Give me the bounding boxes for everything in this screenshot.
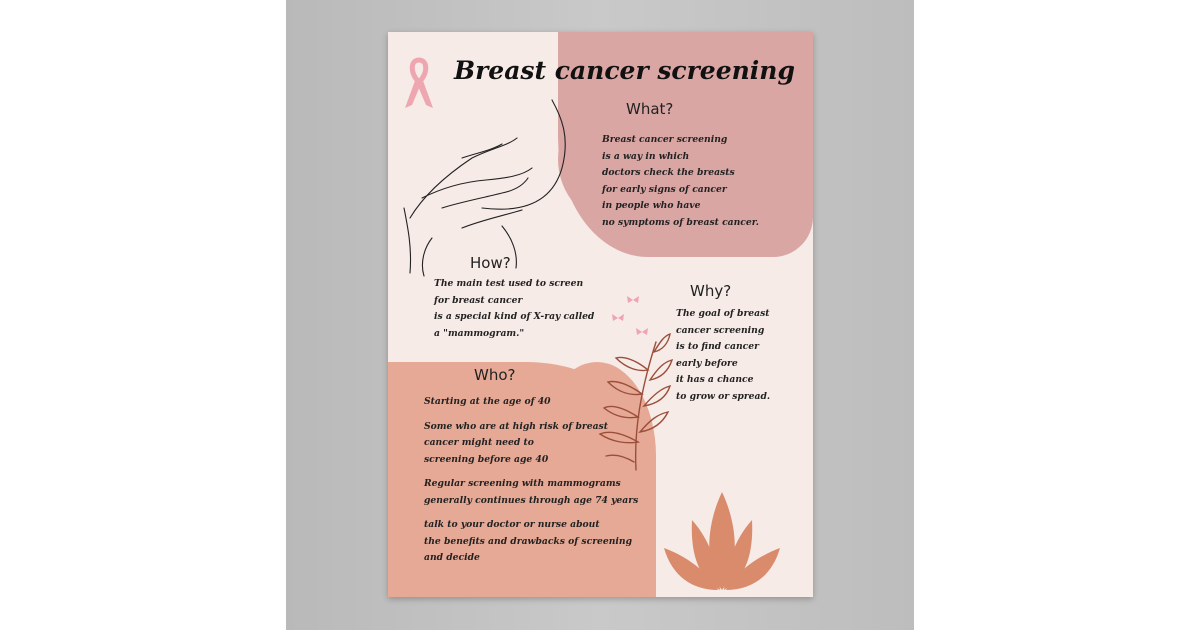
what-text: Breast cancer screening is a way in which doctors check the breasts for early signs of cancer in people who have no symptoms of breast cancer. — [602, 134, 759, 228]
who-item: Starting at the age of 40 — [424, 396, 551, 407]
poster — [388, 32, 813, 597]
plant-silhouette-icon — [662, 490, 782, 594]
who-item: Regular screening with mammograms generally continues through age 74 years — [424, 478, 639, 506]
who-heading: Who? — [474, 366, 516, 384]
what-heading: What? — [626, 100, 674, 118]
hands-line-art-icon — [402, 98, 572, 278]
who-text — [424, 394, 638, 575]
why-text: The goal of breast cancer screening is to find cancer early before it has a chance to grow or spread. — [676, 308, 771, 402]
how-heading: How? — [470, 254, 511, 272]
who-item: talk to your doctor or nurse about the benefits and drawbacks of screening and decide — [424, 519, 632, 563]
how-text: The main test used to screen for breast cancer is a special kind of X-ray called a "mammogram." — [434, 278, 595, 339]
poster-title: Breast cancer screening — [454, 56, 795, 85]
who-item: Some who are at high risk of breast cancer might need to screening before age 40 — [424, 420, 608, 465]
why-heading: Why? — [690, 282, 732, 300]
